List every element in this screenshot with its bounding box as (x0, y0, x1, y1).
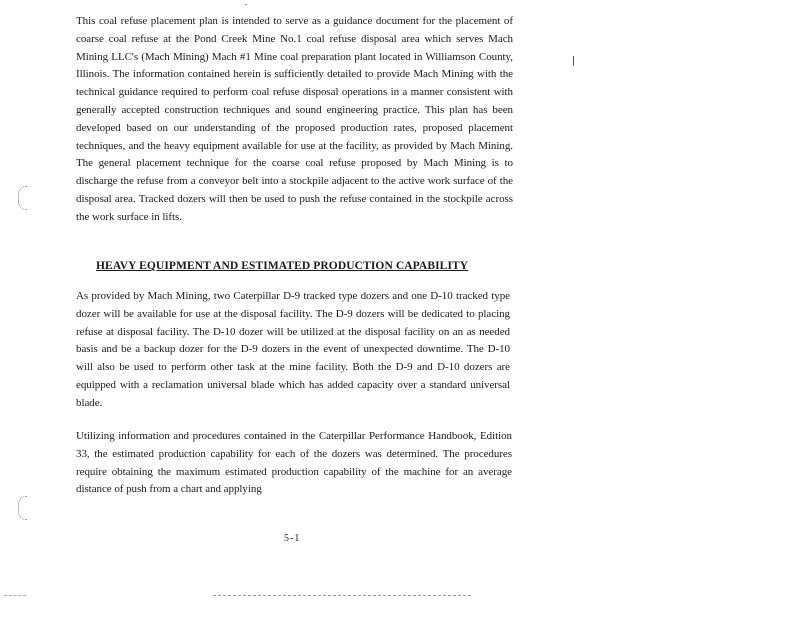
scan-footer-artifact-left (4, 595, 26, 596)
intro-paragraph: This coal refuse placement plan is intended to serve as a guidance document for the placement of coarse coal refuse at the Pond Creek Mine No.1 coal refuse disposal area which serves Mach Mining LLC's (Mach Mining) Mach #1 Mine coal preparation plant located in Williamson County, Illinois. The information contained herein is sufficiently detailed to provide Mach Mining with the technical guidance required to perform coal refuse disposal operations in a manner consistent with generally accepted construction techniques and sound engineering practice. This plan has been developed based on our understanding of the proposed production rates, proposed placement techniques, and the heavy equipment available for use at the facility, as provided by Mach Mining. The general placement technique for the coarse coal refuse proposed by Mach Mining is to discharge the refuse from a conveyor belt into a stockpile adjacent to the active work surface of the disposal area. Tracked dozers will then be used to push the refuse contained in the stockpile across the work surface in lifts. (76, 15, 513, 223)
page-number: 5-1 (284, 533, 301, 544)
equipment-paragraph: As provided by Mach Mining, two Caterpillar D-9 tracked type dozers and one D-10 tracked type dozer will be available for use at the disposal facility. The D-9 dozers will be dedicated to placing refuse at disposal facility. The D-10 dozer will be utilized at the disposal facility on an as needed basis and be a backup dozer for the D-9 dozers in the event of unexpected downtime. The D-10 will also be used to perform other task at the mine facility. Both the D-9 and D-10 dozers are equipped with a reclamation universal blade which has added capacity over a standard universal blade. (76, 290, 510, 409)
scan-mark (573, 56, 574, 66)
binding-hole-mark-bottom (18, 496, 27, 520)
scan-footer-artifact (213, 595, 471, 596)
scan-speck (245, 4, 247, 5)
binding-hole-mark-top (18, 186, 27, 210)
section-heading: HEAVY EQUIPMENT AND ESTIMATED PRODUCTION CAPABILITY (96, 260, 469, 272)
production-paragraph: Utilizing information and procedures contained in the Caterpillar Performance Handbook, Edition 33, the estimated production capability for each of the dozers was determined. The procedures require obtaining the maximum estimated production capability of the machine for an average distance of push from a chart and applying (76, 430, 512, 496)
